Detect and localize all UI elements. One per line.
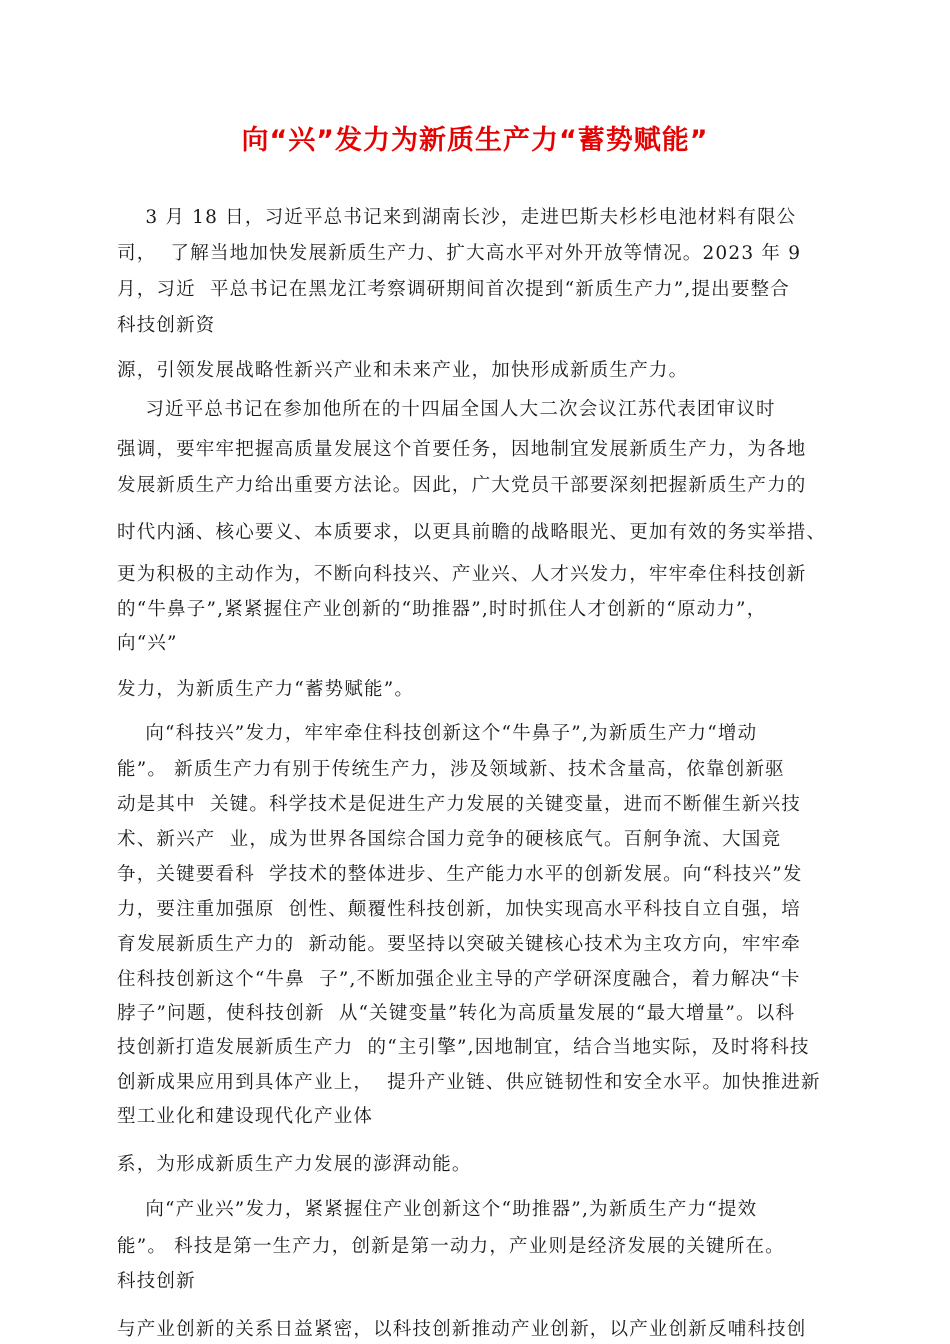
text-line: 科技创新 <box>117 1271 196 1292</box>
text-line: 发力，为新质生产力“蓄势赋能”。 <box>117 679 415 700</box>
text-line: 司， 了解当地加快发展新质生产力、扩大高水平对外开放等情况。2023 年 9 <box>117 243 802 264</box>
text-line: 动是其中 关键。科学技术是促进生产力发展的关键变量，进而不断催生新兴技 <box>117 794 801 815</box>
text-line: 育发展新质生产力的 新动能。要坚持以突破关键核心技术为主攻方向，牢牢牵 <box>117 934 801 955</box>
text-line: 源，引领发展战略性新兴产业和未来产业，加快形成新质生产力。 <box>117 360 689 381</box>
text-line: 脖子”问题，使科技创新 从“关键变量”转化为高质量发展的“最大增量”。以科 <box>117 1003 796 1024</box>
text-line: 住科技创新这个“牛鼻 子”,不断加强企业主导的产学研深度融合，着力解决“卡 <box>117 969 801 990</box>
text-line: 发展新质生产力给出重要方法论。因此，广大党员干部要深刻把握新质生产力的 <box>117 475 807 496</box>
text-line: 向“兴” <box>117 633 178 654</box>
text-line: 争，关键要看科 学技术的整体进步、生产能力水平的创新发展。向“科技兴”发 <box>117 864 803 885</box>
text-line: 向“科技兴”发力，牢牢牵住科技创新这个“牛鼻子”,为新质生产力“增动 <box>117 723 758 744</box>
text-line: 科技创新资 <box>117 315 216 336</box>
document-title: 向“兴”发力为新质生产力“蓄势赋能” <box>241 125 709 156</box>
text-line: 的“牛鼻子”,紧紧握住产业创新的“助推器”,时时抓住人才创新的“原动力”， <box>117 599 767 620</box>
text-line: 3 月 18 日，习近平总书记来到湖南长沙，走进巴斯夫杉杉电池材料有限公 <box>117 207 797 228</box>
text-line: 型工业化和建设现代化产业体 <box>117 1106 374 1127</box>
text-line: 能”。 新质生产力有别于传统生产力，涉及领域新、技术含量高，依靠创新驱 <box>117 759 785 780</box>
text-line: 技创新打造发展新质生产力 的“主引擎”,因地制宜，结合当地实际，及时将科技 <box>117 1037 810 1058</box>
text-line: 创新成果应用到具体产业上， 提升产业链、供应链韧性和安全水平。加快推进新 <box>117 1072 821 1093</box>
text-line: 向“产业兴”发力，紧紧握住产业创新这个“助推器”,为新质生产力“提效 <box>117 1199 758 1220</box>
text-line: 术、新兴产 业，成为世界各国综合国力竞争的硬核底气。百舸争流、大国竞 <box>117 829 782 850</box>
text-line: 力，要注重加强原 创性、颠覆性科技创新，加快实现高水平科技自立自强，培 <box>117 899 801 920</box>
text-line: 系，为形成新质生产力发展的澎湃动能。 <box>117 1154 472 1175</box>
text-line: 更为积极的主动作为，不断向科技兴、产业兴、人才兴发力，牢牢牵住科技创新 <box>117 564 807 585</box>
text-line: 能”。 科技是第一生产力，创新是第一动力，产业则是经济发展的关键所在。 <box>117 1236 785 1257</box>
text-line: 月，习近 平总书记在黑龙江考察调研期间首次提到“新质生产力”,提出要整合 <box>117 279 790 300</box>
text-line: 强调，要牢牢把握高质量发展这个首要任务，因地制宜发展新质生产力，为各地 <box>117 439 807 460</box>
text-line: 时代内涵、核心要义、本质要求，以更具前瞻的战略眼光、更加有效的务实举措、 <box>117 522 827 543</box>
text-line: 与产业创新的关系日益紧密，以科技创新推动产业创新，以产业创新反哺科技创 <box>117 1319 807 1340</box>
text-line: 习近平总书记在参加他所在的十四届全国人大二次会议江苏代表团审议时 <box>117 399 776 420</box>
